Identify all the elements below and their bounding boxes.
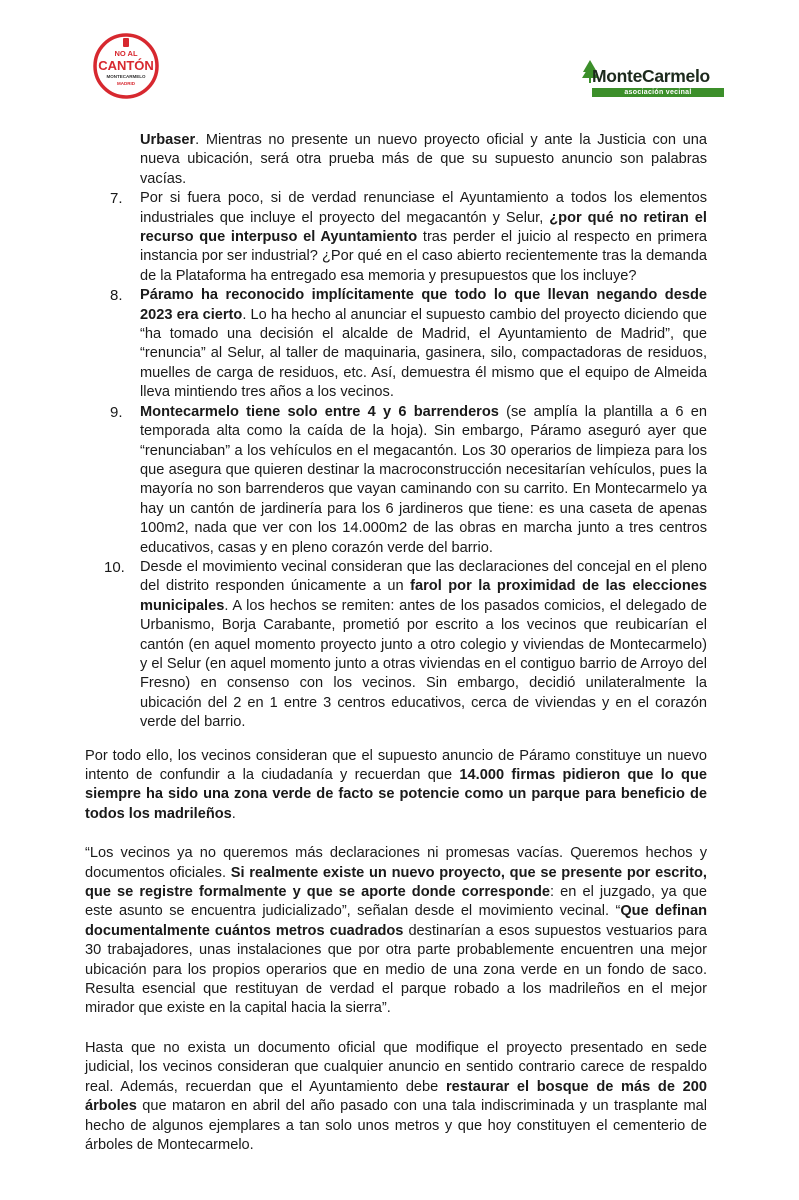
item-bold: Montecarmelo tiene solo entre 4 y 6 barrenderos — [140, 403, 499, 420]
para-text: Hasta que no exista un documento oficial que modifique el proyecto presentado en sede judicial, los vecinos consideran que cualquier anuncio en sentido contrario carece de respaldo real. Además, recuerdan que el Ayuntamiento debe — [85, 1039, 707, 1095]
logo-line2: CANTÓN — [98, 58, 154, 73]
paragraph-1 — [85, 747, 707, 825]
item-text: (se amplía la plantilla a 6 en temporada alta como la caída de la hoja). Sin embargo, Páramo aseguró ayer que “renunciaban” a los vehículos en el megacantón. Los 30 operarios de limpieza para los que asegura que quieren destinar la macroconstrucción necesitarían vehículos, pues la mayoría no son barrenderos que vayan caminando con su carrito. En Montecarmelo ya hay un cantón de jardinería para los 6 jardineros que tiene: es una caseta de apenas 100m2, nada que ver con los 14.000m2 de las obras en marcha junto a tres centros educativos, casas y en pleno corazón verde del barrio. — [140, 403, 707, 556]
document-body — [85, 131, 707, 1155]
list-item-8 — [85, 286, 707, 402]
para-bold: 14.000 firmas pidieron que lo que siempre ha sido una zona verde de facto se potencie como un parque para beneficio de todos los madrileños — [85, 767, 707, 822]
item-text: tras perder el juicio al respecto en primera instancia por ser industrial? ¿Por qué en el caso abierto recientemente tras la demanda de la Plataforma ha entregado esa memoria y presupuestos que los incluye? — [140, 229, 707, 284]
item-text: . A los hechos se remiten: antes de los pasados comicios, el delegado de Urbanismo, Borja Carabante, prometió por escrito a los vecinos que reubicarían el cantón (en aquel momento proyecto junto a otro colegio y viviendas de Montecarmelo) y el Selur (en aquel momento junto a otras viviendas en el contiguo barrio de Arroyo del Fresno) en consenso con los vecinos. Sin embargo, decidió unilateralmente la ubicación del 2 en 1 entre 3 centros educativos, cerca de viviendas y en el corazón verde del barrio. — [140, 597, 707, 731]
para-text: que mataron en abril del año pasado con una tala indiscriminada y un trasplante mal hecho de algunos ejemplares a tan solo unos metros y que hoy constituyen el cementerio de árboles de Montecarmelo. — [85, 1098, 707, 1153]
list-item-9 — [85, 403, 707, 558]
item-bold: farol por la proximidad de las elecciones municipales — [140, 578, 707, 614]
para-text: . — [231, 805, 236, 822]
para-text: destinarían a esos supuestos vestuarios para 30 trabajadores, unas instalaciones que por otra parte probablemente encuentren una mejor ubicación para los propios operarios que en medio de una zona verde en un fondo de saco. Resulta esencial que restituyan de verdad el parque robado a los madrileños en el mejor mirador que existe en la capital hacia la sierra”. — [85, 922, 707, 1017]
list-item-7 — [85, 189, 707, 286]
para-text: : en el juzgado, ya que este asunto se encuentra judicializado”, señalan desde el movimiento vecinal. “ — [85, 884, 708, 920]
item-bold: ¿por qué no retiran el recurso que interpuso el Ayuntamiento — [140, 209, 707, 246]
no-al-canton-logo-graphic — [92, 32, 160, 100]
para-bold: restaurar el bosque de más de 200 árboles — [85, 1078, 707, 1115]
list-number: 8. — [110, 287, 123, 305]
logo-line3: MONTECARMELO — [106, 74, 146, 79]
item-text: . Lo ha hecho al anunciar el supuesto cambio del proyecto diciendo que “ha tomado una decisión el alcalde de Madrid, el Ayuntamiento de Madrid”, que “renuncia” al Selur, al taller de maquinaria, gasinera, silo, compactadoras de residuos, muelles de carga de residuos, etc. Así, demuestra él mismo que el equipo de Almeida lleva mintiendo tres años a los vecinos. — [140, 306, 707, 401]
no-al-canton-logo — [92, 32, 160, 100]
list-item-10 — [85, 558, 707, 733]
paragraph-2 — [85, 844, 707, 1019]
item-6-continuation — [85, 131, 707, 189]
montecarmelo-name: MonteCarmelo — [592, 66, 710, 86]
montecarmelo-logo — [580, 58, 726, 102]
continuation-bold: Urbaser — [140, 132, 196, 148]
continuation-text: . Mientras no presente un nuevo proyecto oficial y ante la Justicia con una nueva ubicación, será otra prueba más de que su supuesto anuncio son palabras vacías. — [140, 132, 707, 187]
logo-line4: MADRID — [117, 81, 135, 86]
item-bold: Páramo ha reconocido implícitamente que todo lo que llevan negando desde 2023 era cierto — [140, 287, 707, 323]
para-bold: Que definan documentalmente cuántos metros cuadrados — [85, 903, 707, 939]
para-text: “Los vecinos ya no queremos más declaraciones ni promesas vacías. Queremos hechos y documentos oficiales. — [85, 845, 707, 881]
item-text: Desde el movimiento vecinal consideran que las declaraciones del concejal en el pleno del distrito responden únicamente a un — [140, 558, 707, 595]
montecarmelo-tagline: asociación vecinal — [592, 88, 724, 97]
paragraph-3 — [85, 1039, 707, 1155]
item-text: Por si fuera poco, si de verdad renunciase el Ayuntamiento a todos los elementos industriales que incluye el proyecto del megacantón y Selur, — [140, 190, 707, 226]
para-bold: Si realmente existe un nuevo proyecto, que se presente por escrito, que se registre formalmente y que se aporte donde corresponde — [85, 864, 707, 901]
logo-line1: NO AL — [114, 49, 138, 58]
list-number: 9. — [110, 403, 123, 421]
list-number: 10. — [104, 558, 125, 576]
list-number: 7. — [110, 190, 123, 208]
para-text: Por todo ello, los vecinos consideran que el supuesto anuncio de Páramo constituye un nuevo intento de confundir a la ciudadanía y recuerdan que — [85, 747, 707, 783]
